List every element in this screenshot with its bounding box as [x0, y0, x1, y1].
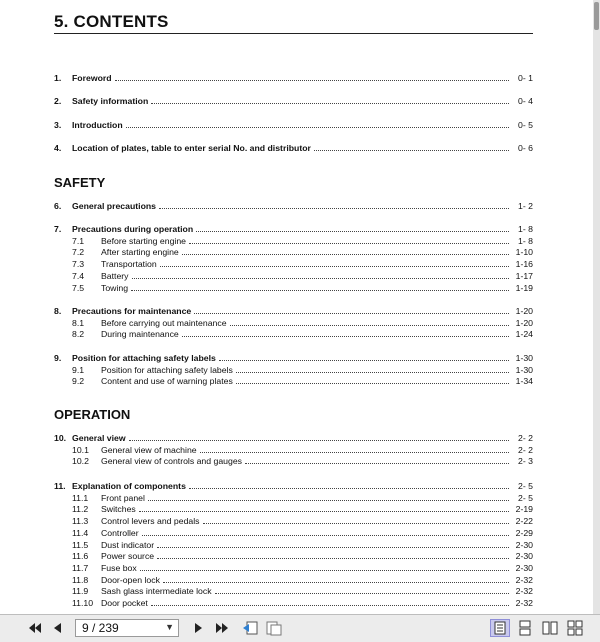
- toc-leader-dots: [236, 383, 509, 384]
- first-page-icon[interactable]: [26, 619, 44, 637]
- toc-leader-dots: [163, 582, 509, 583]
- toc-entry-number: 7.5: [72, 282, 85, 293]
- scrollbar-thumb[interactable]: [594, 2, 599, 30]
- toc-subentry[interactable]: [54, 246, 533, 258]
- toc-leader-dots: [236, 372, 509, 373]
- toc-entry-label: Precautions for maintenance: [72, 306, 192, 316]
- continuous-facing-view-icon[interactable]: [565, 619, 585, 637]
- toc-subentry[interactable]: [54, 515, 533, 527]
- toc-leader-dots: [142, 535, 509, 536]
- toc-entry-number: 9.1: [72, 364, 85, 375]
- toc-entry-number: 2.: [54, 96, 62, 106]
- toc-entry-number: 10.: [54, 433, 67, 443]
- toc-entry-number: 11.1: [72, 492, 89, 503]
- toc-entry-label: Fuse box: [101, 562, 137, 573]
- toc-entry-label: Sash glass intermediate lock: [101, 586, 212, 597]
- page-title: 5. CONTENTS: [54, 12, 169, 31]
- toc-entry-label: Battery: [101, 270, 129, 281]
- toc-entry-label: Before starting engine: [101, 235, 187, 246]
- continuous-view-icon[interactable]: [515, 619, 535, 637]
- toc-leader-dots: [189, 488, 509, 489]
- toc-leader-dots: [203, 523, 509, 524]
- toc-entry-number: 7.: [54, 224, 62, 234]
- toc-entry-number: 11.9: [72, 586, 89, 597]
- go-back-icon[interactable]: [240, 619, 260, 637]
- toc-subentry[interactable]: [54, 258, 533, 270]
- toc-entry-page: 1-20: [515, 306, 533, 316]
- toc-subentry[interactable]: [54, 503, 533, 515]
- toc-entry-page: 1-20: [515, 317, 533, 328]
- section-heading-operation: OPERATION: [54, 407, 131, 422]
- last-page-icon[interactable]: [213, 619, 231, 637]
- toc-entry-page: 1-17: [515, 270, 533, 281]
- toc-subentry[interactable]: [54, 455, 533, 467]
- toc-leader-dots: [314, 150, 509, 151]
- toc-entry-label: Precautions during operation: [72, 224, 194, 234]
- toc-leader-dots: [140, 570, 509, 571]
- toc-leader-dots: [139, 511, 509, 512]
- page-number-select[interactable]: [75, 619, 179, 637]
- toc-entry-page: 2-32: [515, 574, 533, 585]
- toc-leader-dots: [182, 336, 509, 337]
- toc-entry-label: Transportation: [101, 259, 157, 270]
- toc-entry-page: 2- 2: [518, 444, 533, 455]
- toc-entry-label: Safety information: [72, 96, 149, 106]
- toc-entry-label: Controller: [101, 527, 139, 538]
- toc-entry-page: 1-10: [515, 247, 533, 258]
- toc-entry-number: 11.10: [72, 598, 94, 608]
- toc-entry-label: After starting engine: [101, 247, 179, 258]
- toc-entry-number: 11.6: [72, 551, 89, 562]
- toc-entry-page: 2-22: [515, 516, 533, 527]
- title-underline: [54, 33, 533, 34]
- toc-entry-number: 7.3: [72, 259, 85, 270]
- toc-subentry[interactable]: [54, 597, 533, 609]
- toc-entry-label: Front panel: [101, 492, 145, 503]
- toc-entry[interactable]: [54, 352, 533, 364]
- toc-entry-page: 2- 2: [518, 433, 533, 443]
- toc-entry-page: 1-30: [515, 353, 533, 363]
- single-page-view-icon[interactable]: [490, 619, 510, 637]
- toc-entry-label: Position for attaching safety labels: [72, 353, 216, 363]
- toc-entry-page: 1-19: [515, 282, 533, 293]
- toc-leader-dots: [245, 463, 509, 464]
- toc-entry-page: 0- 6: [518, 143, 533, 153]
- toc-leader-dots: [189, 243, 509, 244]
- toc-entry-page: 2- 5: [518, 492, 533, 503]
- toc-entry-label: General view: [72, 433, 126, 443]
- toc-entry[interactable]: [54, 200, 533, 212]
- toc-entry-page: 1-24: [515, 329, 533, 340]
- toc-entry[interactable]: [54, 142, 533, 154]
- toc-entry-label: Switches: [101, 504, 136, 515]
- toc-entry-number: 11.8: [72, 574, 89, 585]
- toc-subentry[interactable]: [54, 539, 533, 551]
- toc-entry-number: 11.4: [72, 527, 89, 538]
- toc-entry-label: Power source: [101, 551, 155, 562]
- toc-entry-page: 2-19: [515, 504, 533, 515]
- toc-entry-label: Dust indicator: [101, 539, 155, 550]
- prev-page-icon[interactable]: [48, 619, 66, 637]
- go-forward-icon[interactable]: [264, 619, 284, 637]
- toc-entry-page: 0- 5: [518, 120, 533, 130]
- toc-subentry[interactable]: [54, 270, 533, 282]
- toc-entry[interactable]: [54, 223, 533, 235]
- toc-entry-number: 3.: [54, 120, 62, 130]
- toc-leader-dots: [131, 290, 509, 291]
- toc-leader-dots: [230, 325, 509, 326]
- toc-entry-number: 1.: [54, 73, 62, 83]
- toc-entry-number: 11.7: [72, 562, 89, 573]
- toc-subentry[interactable]: [54, 282, 533, 294]
- toc-entry-number: 7.1: [72, 235, 85, 246]
- toc-entry-page: 2-32: [515, 598, 533, 608]
- toc-leader-dots: [215, 593, 509, 594]
- toc-entry[interactable]: [54, 72, 533, 84]
- toc-entry-number: 11.3: [72, 516, 89, 527]
- toc-entry-page: 1- 8: [518, 235, 533, 246]
- toc-subentry[interactable]: [54, 444, 533, 456]
- toc-leader-dots: [157, 558, 509, 559]
- toc-entry-page: 2-30: [515, 551, 533, 562]
- toc-entry-number: 6.: [54, 201, 62, 211]
- toc-entry[interactable]: [54, 432, 533, 444]
- toc-entry[interactable]: [54, 95, 533, 107]
- toc-entry-label: Control levers and pedals: [101, 516, 200, 527]
- toc-entry-page: 2-29: [515, 527, 533, 538]
- toc-leader-dots: [126, 127, 509, 128]
- toc-entry-label: Door pocket: [101, 598, 148, 608]
- toc-leader-dots: [115, 80, 509, 81]
- toc-subentry[interactable]: [54, 550, 533, 562]
- toc-subentry[interactable]: [54, 328, 533, 340]
- toc-entry-page: 2- 3: [518, 456, 533, 467]
- toc-subentry[interactable]: [54, 317, 533, 329]
- toc-entry-number: 7.4: [72, 270, 85, 281]
- toc-entry[interactable]: [54, 119, 533, 131]
- toc-entry-label: General precautions: [72, 201, 157, 211]
- toc-entry[interactable]: [54, 305, 533, 317]
- toc-subentry[interactable]: [54, 527, 533, 539]
- toc-entry-page: 2-32: [515, 586, 533, 597]
- toc-entry-page: 1-30: [515, 364, 533, 375]
- toc-entry-number: 8.: [54, 306, 62, 316]
- toc-leader-dots: [159, 208, 509, 209]
- toc-entry-label: Introduction: [72, 120, 123, 130]
- toc-entry-label: Explanation of components: [72, 481, 186, 491]
- toc-entry-number: 8.2: [72, 329, 85, 340]
- toc-entry-number: 7.2: [72, 247, 85, 258]
- toc-entry-page: 0- 1: [518, 73, 533, 83]
- toc-leader-dots: [151, 103, 509, 104]
- toc-entry-label: Position for attaching safety labels: [101, 364, 233, 375]
- toc-entry-number: 9.: [54, 353, 62, 363]
- toc-entry-page: 1- 8: [518, 224, 533, 234]
- toc-entry-number: 11.2: [72, 504, 89, 515]
- next-page-icon[interactable]: [190, 619, 208, 637]
- toc-leader-dots: [219, 360, 509, 361]
- toc-entry-label: Content and use of warning plates: [101, 376, 233, 387]
- toc-entry-page: 1- 2: [518, 201, 533, 211]
- toc-entry-page: 0- 4: [518, 96, 533, 106]
- toc-entry-label: During maintenance: [101, 329, 179, 340]
- toc-leader-dots: [194, 313, 509, 314]
- facing-view-icon[interactable]: [540, 619, 560, 637]
- toc-subentry[interactable]: [54, 364, 533, 376]
- toc-entry-page: 1-16: [515, 259, 533, 270]
- toc-entry-label: Foreword: [72, 73, 112, 83]
- toc-subentry[interactable]: [54, 375, 533, 387]
- toc-entry-label: Location of plates, table to enter serial No. and distributor: [72, 143, 311, 153]
- section-heading-safety: SAFETY: [54, 175, 106, 190]
- toc-leader-dots: [132, 278, 509, 279]
- toc-leader-dots: [200, 452, 509, 453]
- toc-entry-page: 2- 5: [518, 481, 533, 491]
- toc-leader-dots: [148, 500, 509, 501]
- toc-subentry[interactable]: [54, 574, 533, 586]
- toc-leader-dots: [129, 440, 509, 441]
- toc-subentry[interactable]: [54, 235, 533, 247]
- dropdown-icon[interactable]: ▼: [165, 622, 174, 632]
- toc-entry-number: 4.: [54, 143, 62, 153]
- toc-subentry[interactable]: [54, 585, 533, 597]
- toc-leader-dots: [151, 605, 509, 606]
- toc-leader-dots: [196, 231, 509, 232]
- toc-entry-label: Door-open lock: [101, 574, 160, 585]
- toc-entry-label: General view of machine: [101, 444, 197, 455]
- toc-entry-label: General view of controls and gauges: [101, 456, 243, 467]
- toc-leader-dots: [157, 547, 509, 548]
- toc-entry-number: 10.1: [72, 444, 89, 455]
- toc-subentry[interactable]: [54, 492, 533, 504]
- toc-entry-page: 2-30: [515, 562, 533, 573]
- toc-entry-number: 11.5: [72, 539, 89, 550]
- toc-leader-dots: [182, 254, 509, 255]
- toc-entry-label: Towing: [101, 282, 129, 293]
- toc-entry[interactable]: [54, 480, 533, 492]
- toc-entry-number: 10.2: [72, 456, 89, 467]
- toc-entry-page: 1-34: [515, 376, 533, 387]
- page-indicator: 9 / 239: [82, 621, 119, 635]
- toc-entry-number: 11.: [54, 481, 66, 491]
- toc-subentry[interactable]: [54, 562, 533, 574]
- toc-entry-number: 8.1: [72, 317, 85, 328]
- toc-entry-label: Before carrying out maintenance: [101, 317, 227, 328]
- toc-entry-page: 2-30: [515, 539, 533, 550]
- toc-leader-dots: [160, 266, 509, 267]
- viewer-toolbar: [0, 614, 600, 642]
- vertical-scrollbar[interactable]: [593, 0, 600, 614]
- toc-entry-number: 9.2: [72, 376, 85, 387]
